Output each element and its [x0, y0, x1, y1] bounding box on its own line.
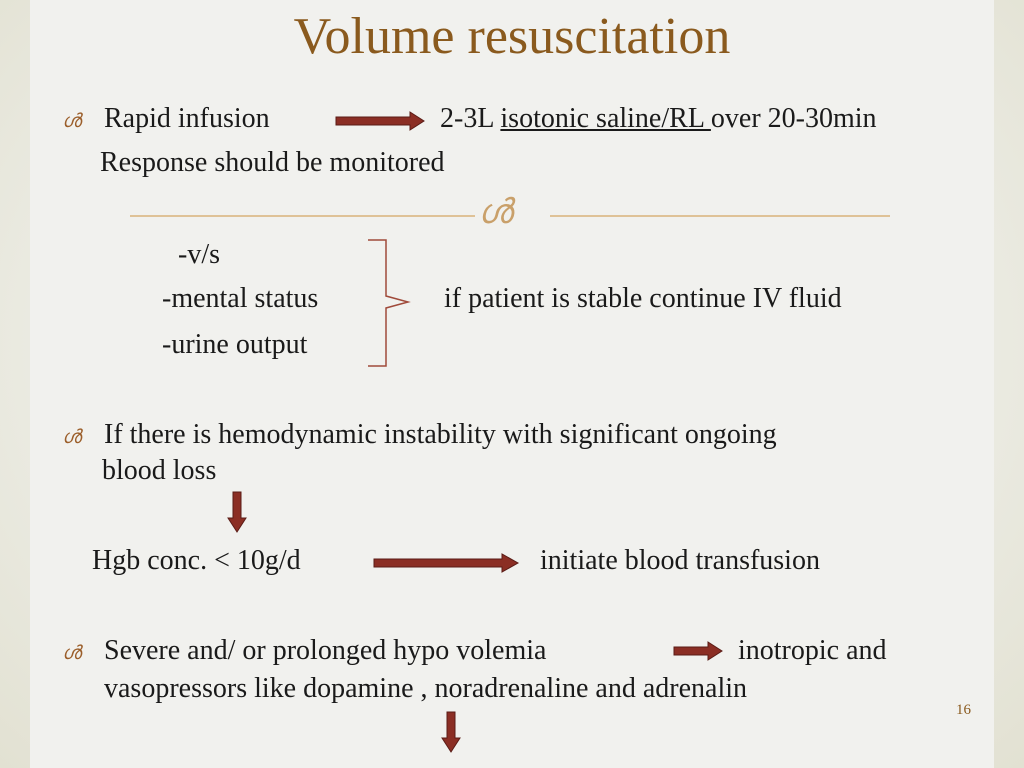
transfusion-action-text: initiate blood transfusion	[540, 545, 820, 576]
stable-outcome-text: if patient is stable continue IV fluid	[444, 283, 842, 314]
page-number: 16	[956, 702, 971, 718]
instability-line-1: If there is hemodynamic instability with significant ongoing	[104, 419, 777, 450]
monitor-item-mental-status: -mental status	[162, 283, 319, 314]
arrow-right-icon	[672, 640, 724, 662]
fluid-type: isotonic saline/RL	[500, 103, 711, 134]
bullet-icon: ൾ	[62, 110, 82, 132]
infusion-volume-text	[440, 102, 877, 136]
volume-prefix: 2-3L	[440, 103, 501, 134]
bullet-icon: ൾ	[62, 642, 82, 664]
arrow-down-icon	[226, 490, 248, 534]
vasopressors-text: vasopressors like dopamine , noradrenaline and adrenalin	[104, 673, 748, 704]
arrow-right-icon	[372, 552, 520, 574]
right-brace-icon	[364, 236, 412, 370]
hgb-condition-text: Hgb conc. < 10g/d	[92, 545, 301, 576]
arrow-right-icon	[334, 110, 426, 132]
instability-line-2: blood loss	[102, 455, 217, 486]
monitor-item-urine-output: -urine output	[162, 329, 308, 360]
slide-title: Volume resuscitation	[293, 8, 731, 65]
monitor-item-vitals: -v/s	[178, 239, 220, 270]
rapid-infusion-label: Rapid infusion	[104, 103, 270, 134]
response-monitored-text: Response should be monitored	[100, 147, 445, 178]
bullet-icon: ൾ	[62, 426, 82, 448]
arrow-down-icon	[440, 710, 462, 754]
hypovolemia-text: Severe and/ or prolonged hypo volemia	[104, 635, 547, 666]
inotropic-text: inotropic and	[738, 635, 887, 666]
divider-ornament-icon: ൾ	[478, 192, 513, 232]
infusion-duration: over 20-30min	[710, 103, 877, 134]
